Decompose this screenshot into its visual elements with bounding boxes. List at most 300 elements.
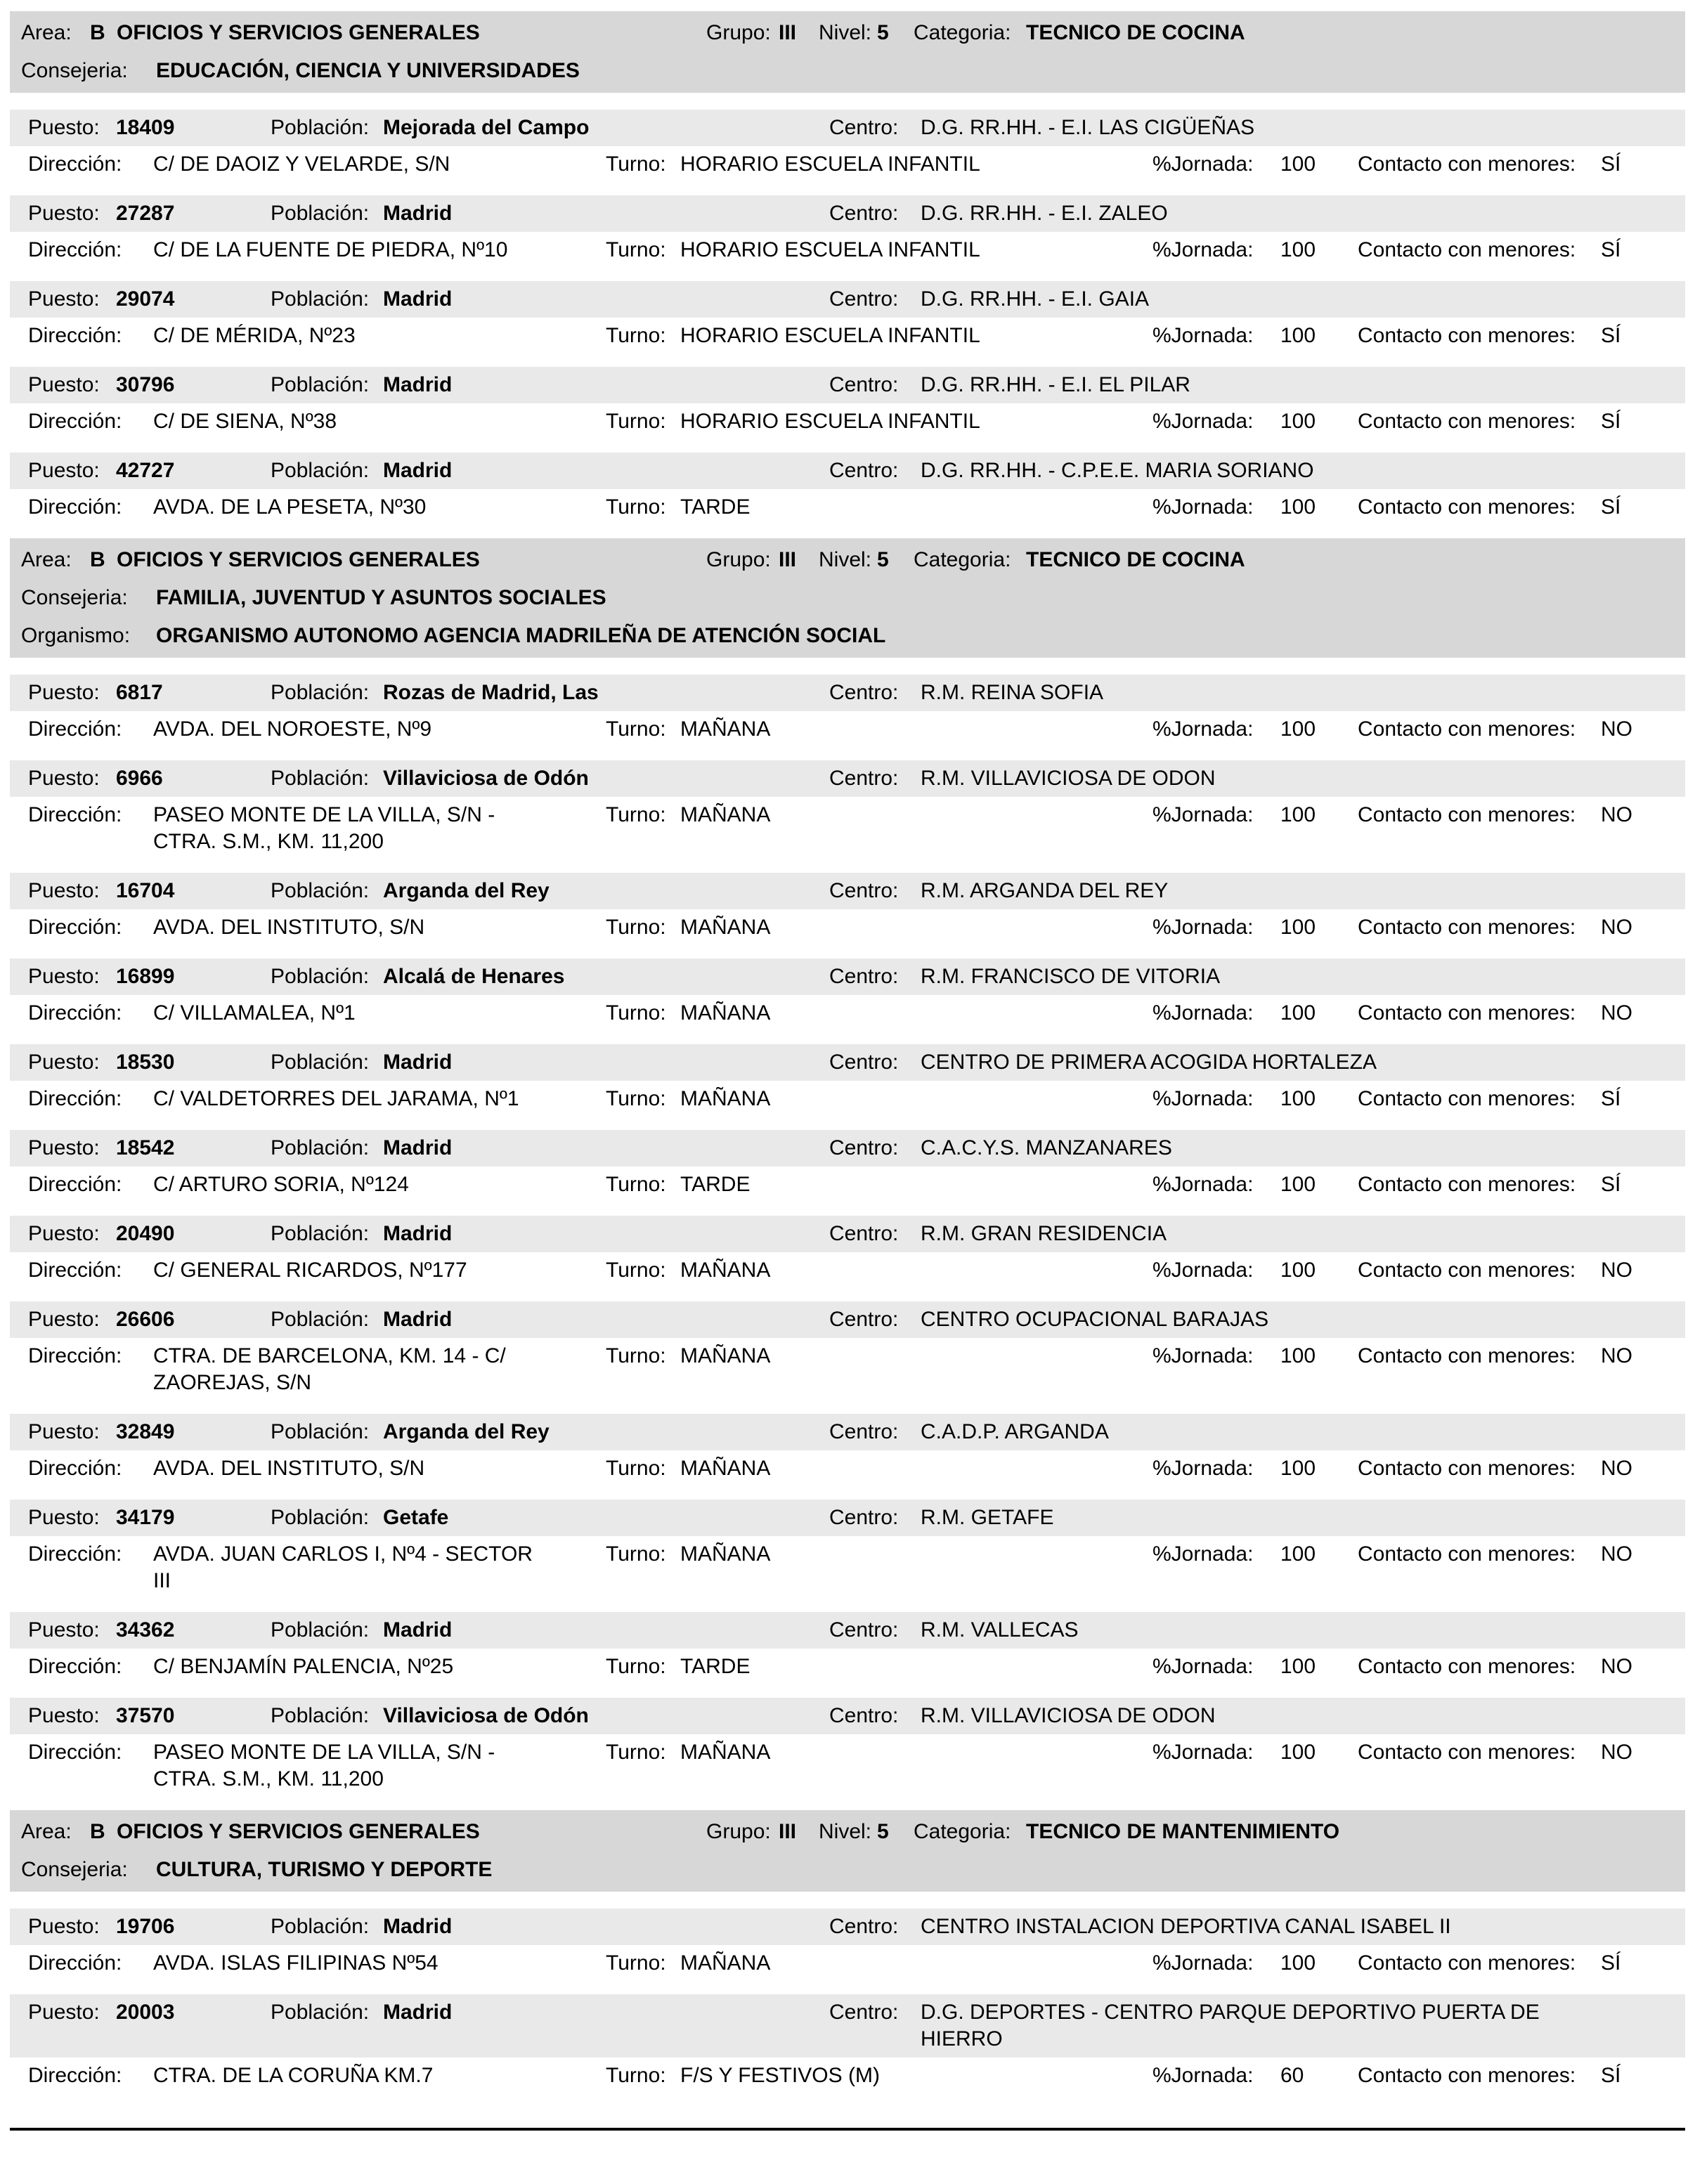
position-detail-row <box>10 1450 1685 1487</box>
poblacion-value: Madrid <box>383 373 453 396</box>
direccion-value: C/ DE SIENA, Nº38 <box>153 410 337 433</box>
direccion-label: Dirección: <box>28 1457 122 1480</box>
poblacion-value: Rozas de Madrid, Las <box>383 681 599 704</box>
puesto-label: Puesto: <box>28 879 100 902</box>
area-line <box>10 541 1685 579</box>
turno-value: MAÑANA <box>680 1259 771 1282</box>
direccion-value: AVDA. DEL INSTITUTO, S/N <box>153 1457 425 1480</box>
consejeria-label: Consejeria: <box>21 59 128 82</box>
centro-value: CENTRO INSTALACION DEPORTIVA CANAL ISABEL II <box>921 1915 1451 1938</box>
poblacion-value: Madrid <box>383 287 453 311</box>
direccion-label: Dirección: <box>28 803 122 826</box>
poblacion-label: Población: <box>271 1051 370 1074</box>
position-detail-row <box>10 146 1685 183</box>
jornada-value: 100 <box>1280 1741 1316 1764</box>
position-detail-row <box>10 489 1685 526</box>
centro-value: R.M. VALLECAS <box>921 1618 1079 1642</box>
jornada-label: %Jornada: <box>1152 1741 1254 1764</box>
contacto-label: Contacto con menores: <box>1358 1344 1576 1367</box>
puesto-label: Puesto: <box>28 681 100 704</box>
section-header <box>10 11 1685 93</box>
jornada-value: 100 <box>1280 1542 1316 1566</box>
position-detail-row <box>10 1338 1685 1401</box>
centro-value: R.M. GRAN RESIDENCIA <box>921 1222 1167 1245</box>
position-entry <box>0 195 1695 268</box>
poblacion-label: Población: <box>271 767 370 790</box>
poblacion-value: Arganda del Rey <box>383 1420 550 1443</box>
contacto-value: NO <box>1601 1542 1632 1566</box>
turno-value: HORARIO ESCUELA INFANTIL <box>680 152 980 176</box>
contacto-value: SÍ <box>1601 495 1621 519</box>
direccion-label: Dirección: <box>28 1655 122 1678</box>
position-entry <box>0 1909 1695 1982</box>
direccion-value: PASEO MONTE DE LA VILLA, S/N - CTRA. S.M., KM. 11,200 <box>153 803 495 853</box>
direccion-value: C/ GENERAL RICARDOS, Nº177 <box>153 1259 467 1282</box>
contacto-label: Contacto con menores: <box>1358 1087 1576 1110</box>
jornada-label: %Jornada: <box>1152 152 1254 176</box>
jornada-value: 100 <box>1280 238 1316 261</box>
contacto-value: NO <box>1601 803 1632 826</box>
area-code: B <box>90 21 105 44</box>
contacto-value: NO <box>1601 717 1632 741</box>
poblacion-label: Población: <box>271 681 370 704</box>
direccion-value: CTRA. DE BARCELONA, KM. 14 - C/ ZAOREJAS, S/N <box>153 1344 506 1394</box>
poblacion-value: Madrid <box>383 1618 453 1642</box>
poblacion-label: Población: <box>271 287 370 311</box>
position-entry <box>0 1414 1695 1487</box>
puesto-number: 20490 <box>116 1222 175 1245</box>
position-detail-row <box>10 995 1685 1032</box>
turno-value: TARDE <box>680 495 751 519</box>
direccion-value: C/ BENJAMÍN PALENCIA, Nº25 <box>153 1655 454 1678</box>
nivel-value: 5 <box>877 1820 889 1843</box>
jornada-label: %Jornada: <box>1152 238 1254 261</box>
position-entry <box>0 1301 1695 1401</box>
position-detail-row <box>10 909 1685 946</box>
jornada-value: 100 <box>1280 152 1316 176</box>
puesto-label: Puesto: <box>28 1618 100 1642</box>
jornada-label: %Jornada: <box>1152 1001 1254 1025</box>
area-code: B <box>90 1820 105 1843</box>
turno-label: Turno: <box>606 1173 666 1196</box>
contacto-label: Contacto con menores: <box>1358 1173 1576 1196</box>
contacto-value: NO <box>1601 916 1632 939</box>
nivel-value: 5 <box>877 548 889 571</box>
puesto-number: 29074 <box>116 287 175 311</box>
poblacion-label: Población: <box>271 2001 370 2024</box>
position-detail-row <box>10 1081 1685 1117</box>
contacto-value: SÍ <box>1601 410 1621 433</box>
poblacion-value: Villaviciosa de Odón <box>383 767 589 790</box>
organismo-label: Organismo: <box>21 624 131 647</box>
puesto-number: 34179 <box>116 1506 175 1529</box>
organismo-value: ORGANISMO AUTONOMO AGENCIA MADRILEÑA DE ATENCIÓN SOCIAL <box>156 624 886 647</box>
position-entry <box>0 1994 1695 2094</box>
centro-value: R.M. FRANCISCO DE VITORIA <box>921 965 1221 988</box>
grupo-label: Grupo: <box>706 1820 771 1843</box>
direccion-label: Dirección: <box>28 916 122 939</box>
jornada-label: %Jornada: <box>1152 1173 1254 1196</box>
jornada-label: %Jornada: <box>1152 803 1254 826</box>
direccion-label: Dirección: <box>28 1344 122 1367</box>
puesto-label: Puesto: <box>28 767 100 790</box>
position-entry <box>0 760 1695 860</box>
jornada-label: %Jornada: <box>1152 495 1254 519</box>
poblacion-value: Getafe <box>383 1506 449 1529</box>
turno-value: F/S Y FESTIVOS (M) <box>680 2064 880 2087</box>
centro-label: Centro: <box>829 879 899 902</box>
turno-value: HORARIO ESCUELA INFANTIL <box>680 238 980 261</box>
position-summary-row <box>10 1994 1685 2058</box>
jornada-label: %Jornada: <box>1152 1542 1254 1566</box>
position-summary-row <box>10 367 1685 403</box>
area-label: Area: <box>21 1820 72 1843</box>
position-entry <box>0 873 1695 946</box>
bottom-divider <box>10 2128 1685 2131</box>
position-entry <box>0 1500 1695 1599</box>
grupo-label: Grupo: <box>706 548 771 571</box>
contacto-label: Contacto con menores: <box>1358 152 1576 176</box>
centro-value: D.G. RR.HH. - C.P.E.E. MARIA SORIANO <box>921 459 1314 482</box>
grupo-value: III <box>779 548 797 571</box>
position-detail-row <box>10 711 1685 748</box>
position-summary-row <box>10 195 1685 232</box>
direccion-value: AVDA. DE LA PESETA, Nº30 <box>153 495 427 519</box>
position-summary-row <box>10 873 1685 909</box>
puesto-number: 18409 <box>116 116 175 139</box>
puesto-number: 26606 <box>116 1308 175 1331</box>
puesto-label: Puesto: <box>28 965 100 988</box>
position-entry <box>0 281 1695 354</box>
centro-label: Centro: <box>829 1136 899 1159</box>
puesto-label: Puesto: <box>28 373 100 396</box>
jornada-value: 100 <box>1280 1087 1316 1110</box>
centro-label: Centro: <box>829 1618 899 1642</box>
jornada-value: 100 <box>1280 1173 1316 1196</box>
jornada-label: %Jornada: <box>1152 1344 1254 1367</box>
puesto-number: 32849 <box>116 1420 175 1443</box>
area-code: B <box>90 548 105 571</box>
direccion-label: Dirección: <box>28 1087 122 1110</box>
grupo-value: III <box>779 1820 797 1843</box>
contacto-label: Contacto con menores: <box>1358 495 1576 519</box>
poblacion-value: Madrid <box>383 459 453 482</box>
poblacion-value: Villaviciosa de Odón <box>383 1704 589 1727</box>
jornada-value: 100 <box>1280 495 1316 519</box>
position-section <box>0 11 1695 526</box>
contacto-value: SÍ <box>1601 1087 1621 1110</box>
nivel-label: Nivel: <box>819 548 872 571</box>
direccion-label: Dirección: <box>28 1741 122 1764</box>
turno-value: MAÑANA <box>680 1344 771 1367</box>
centro-label: Centro: <box>829 1506 899 1529</box>
position-summary-row <box>10 1698 1685 1734</box>
puesto-label: Puesto: <box>28 287 100 311</box>
turno-label: Turno: <box>606 1344 666 1367</box>
contacto-value: SÍ <box>1601 1951 1621 1975</box>
poblacion-value: Mejorada del Campo <box>383 116 590 139</box>
direccion-value: PASEO MONTE DE LA VILLA, S/N - CTRA. S.M., KM. 11,200 <box>153 1741 495 1790</box>
poblacion-label: Población: <box>271 879 370 902</box>
direccion-label: Dirección: <box>28 1259 122 1282</box>
direccion-value: C/ VILLAMALEA, Nº1 <box>153 1001 356 1025</box>
section-rows <box>0 110 1695 526</box>
direccion-value: AVDA. DEL INSTITUTO, S/N <box>153 916 425 939</box>
poblacion-label: Población: <box>271 1222 370 1245</box>
turno-value: TARDE <box>680 1655 751 1678</box>
consejeria-value: EDUCACIÓN, CIENCIA Y UNIVERSIDADES <box>156 59 580 82</box>
position-entry <box>0 958 1695 1032</box>
direccion-label: Dirección: <box>28 1173 122 1196</box>
position-summary-row <box>10 1500 1685 1536</box>
contacto-value: NO <box>1601 1655 1632 1678</box>
puesto-label: Puesto: <box>28 1420 100 1443</box>
puesto-label: Puesto: <box>28 1704 100 1727</box>
direccion-label: Dirección: <box>28 495 122 519</box>
direccion-label: Dirección: <box>28 324 122 347</box>
puesto-number: 6817 <box>116 681 163 704</box>
turno-value: MAÑANA <box>680 916 771 939</box>
position-summary-row <box>10 1612 1685 1649</box>
turno-label: Turno: <box>606 717 666 741</box>
jornada-value: 100 <box>1280 410 1316 433</box>
puesto-label: Puesto: <box>28 116 100 139</box>
direccion-value: C/ DE LA FUENTE DE PIEDRA, Nº10 <box>153 238 508 261</box>
position-entry <box>0 1612 1695 1685</box>
centro-value: R.M. VILLAVICIOSA DE ODON <box>921 767 1216 790</box>
poblacion-label: Población: <box>271 1136 370 1159</box>
jornada-value: 100 <box>1280 717 1316 741</box>
poblacion-label: Población: <box>271 965 370 988</box>
jornada-label: %Jornada: <box>1152 1951 1254 1975</box>
jornada-value: 100 <box>1280 803 1316 826</box>
categoria-value: TECNICO DE COCINA <box>1026 21 1245 44</box>
turno-value: HORARIO ESCUELA INFANTIL <box>680 410 980 433</box>
position-entry <box>0 367 1695 440</box>
puesto-number: 6966 <box>116 767 163 790</box>
position-summary-row <box>10 675 1685 711</box>
position-detail-row <box>10 318 1685 354</box>
turno-label: Turno: <box>606 803 666 826</box>
consejeria-label: Consejeria: <box>21 586 128 609</box>
contacto-value: NO <box>1601 1741 1632 1764</box>
turno-value: MAÑANA <box>680 1087 771 1110</box>
poblacion-label: Población: <box>271 373 370 396</box>
centro-value: R.M. GETAFE <box>921 1506 1054 1529</box>
position-summary-row <box>10 1301 1685 1338</box>
contacto-value: SÍ <box>1601 2064 1621 2087</box>
direccion-label: Dirección: <box>28 717 122 741</box>
direccion-value: AVDA. JUAN CARLOS I, Nº4 - SECTOR III <box>153 1542 533 1592</box>
poblacion-value: Arganda del Rey <box>383 879 550 902</box>
direccion-value: C/ DE MÉRIDA, Nº23 <box>153 324 356 347</box>
poblacion-value: Alcalá de Henares <box>383 965 565 988</box>
centro-label: Centro: <box>829 965 899 988</box>
section-rows <box>0 1909 1695 2094</box>
contacto-value: SÍ <box>1601 1173 1621 1196</box>
turno-label: Turno: <box>606 2064 666 2087</box>
centro-value: C.A.D.P. ARGANDA <box>921 1420 1109 1443</box>
position-summary-row <box>10 453 1685 489</box>
jornada-label: %Jornada: <box>1152 410 1254 433</box>
contacto-label: Contacto con menores: <box>1358 410 1576 433</box>
contacto-label: Contacto con menores: <box>1358 1542 1576 1566</box>
centro-value: D.G. RR.HH. - E.I. LAS CIGÜEÑAS <box>921 116 1255 139</box>
position-entry <box>0 1216 1695 1289</box>
section-header <box>10 538 1685 658</box>
consejeria-value: CULTURA, TURISMO Y DEPORTE <box>156 1858 493 1881</box>
area-name: OFICIOS Y SERVICIOS GENERALES <box>117 548 480 571</box>
jornada-value: 100 <box>1280 1655 1316 1678</box>
puesto-label: Puesto: <box>28 2001 100 2024</box>
jornada-label: %Jornada: <box>1152 1655 1254 1678</box>
poblacion-label: Población: <box>271 1506 370 1529</box>
centro-label: Centro: <box>829 1308 899 1331</box>
poblacion-value: Madrid <box>383 1136 453 1159</box>
turno-value: HORARIO ESCUELA INFANTIL <box>680 324 980 347</box>
categoria-value: TECNICO DE COCINA <box>1026 548 1245 571</box>
turno-label: Turno: <box>606 1542 666 1566</box>
position-summary-row <box>10 1130 1685 1166</box>
turno-label: Turno: <box>606 152 666 176</box>
jornada-value: 100 <box>1280 324 1316 347</box>
direccion-value: AVDA. DEL NOROESTE, Nº9 <box>153 717 432 741</box>
jornada-value: 100 <box>1280 1001 1316 1025</box>
centro-value: D.G. RR.HH. - E.I. EL PILAR <box>921 373 1190 396</box>
position-detail-row <box>10 1166 1685 1203</box>
puesto-label: Puesto: <box>28 1506 100 1529</box>
categoria-label: Categoria: <box>914 548 1011 571</box>
position-summary-row <box>10 958 1685 995</box>
position-entry <box>0 1698 1695 1798</box>
turno-value: MAÑANA <box>680 1951 771 1975</box>
contacto-label: Contacto con menores: <box>1358 2064 1576 2087</box>
puesto-label: Puesto: <box>28 1222 100 1245</box>
area-name: OFICIOS Y SERVICIOS GENERALES <box>117 21 480 44</box>
centro-label: Centro: <box>829 287 899 311</box>
centro-label: Centro: <box>829 1420 899 1443</box>
categoria-label: Categoria: <box>914 21 1011 44</box>
poblacion-label: Población: <box>271 459 370 482</box>
poblacion-label: Población: <box>271 1704 370 1727</box>
centro-label: Centro: <box>829 1222 899 1245</box>
turno-value: MAÑANA <box>680 1542 771 1566</box>
puesto-number: 19706 <box>116 1915 175 1938</box>
turno-value: MAÑANA <box>680 717 771 741</box>
document-body <box>0 11 1695 2094</box>
puesto-number: 27287 <box>116 202 175 225</box>
turno-value: MAÑANA <box>680 1741 771 1764</box>
contacto-value: SÍ <box>1601 238 1621 261</box>
turno-label: Turno: <box>606 916 666 939</box>
jornada-label: %Jornada: <box>1152 1087 1254 1110</box>
contacto-label: Contacto con menores: <box>1358 803 1576 826</box>
centro-label: Centro: <box>829 1704 899 1727</box>
contacto-label: Contacto con menores: <box>1358 1655 1576 1678</box>
position-summary-row <box>10 1044 1685 1081</box>
position-detail-row <box>10 1649 1685 1685</box>
poblacion-value: Madrid <box>383 1222 453 1245</box>
centro-value: C.A.C.Y.S. MANZANARES <box>921 1136 1172 1159</box>
contacto-label: Contacto con menores: <box>1358 1457 1576 1480</box>
section-header <box>10 1810 1685 1892</box>
puesto-number: 16704 <box>116 879 175 902</box>
centro-label: Centro: <box>829 116 899 139</box>
puesto-number: 30796 <box>116 373 175 396</box>
position-detail-row <box>10 2058 1685 2094</box>
puesto-number: 42727 <box>116 459 175 482</box>
position-summary-row <box>10 281 1685 318</box>
position-detail-row <box>10 1734 1685 1798</box>
direccion-value: C/ VALDETORRES DEL JARAMA, Nº1 <box>153 1087 519 1110</box>
area-label: Area: <box>21 548 72 571</box>
direccion-label: Dirección: <box>28 1001 122 1025</box>
jornada-label: %Jornada: <box>1152 717 1254 741</box>
area-line <box>10 14 1685 52</box>
contacto-value: NO <box>1601 1001 1632 1025</box>
position-summary-row <box>10 760 1685 797</box>
position-detail-row <box>10 403 1685 440</box>
position-detail-row <box>10 232 1685 268</box>
centro-label: Centro: <box>829 1915 899 1938</box>
direccion-label: Dirección: <box>28 1951 122 1975</box>
poblacion-label: Población: <box>271 1420 370 1443</box>
puesto-number: 18530 <box>116 1051 175 1074</box>
poblacion-value: Madrid <box>383 202 453 225</box>
centro-label: Centro: <box>829 373 899 396</box>
consejeria-line <box>10 1851 1685 1889</box>
categoria-label: Categoria: <box>914 1820 1011 1843</box>
puesto-label: Puesto: <box>28 1136 100 1159</box>
centro-value: CENTRO DE PRIMERA ACOGIDA HORTALEZA <box>921 1051 1377 1074</box>
contacto-label: Contacto con menores: <box>1358 717 1576 741</box>
centro-label: Centro: <box>829 681 899 704</box>
direccion-label: Dirección: <box>28 410 122 433</box>
nivel-label: Nivel: <box>819 21 872 44</box>
poblacion-label: Población: <box>271 1308 370 1331</box>
puesto-number: 34362 <box>116 1618 175 1642</box>
contacto-value: NO <box>1601 1457 1632 1480</box>
consejeria-value: FAMILIA, JUVENTUD Y ASUNTOS SOCIALES <box>156 586 606 609</box>
turno-label: Turno: <box>606 1655 666 1678</box>
puesto-label: Puesto: <box>28 1915 100 1938</box>
turno-label: Turno: <box>606 410 666 433</box>
poblacion-value: Madrid <box>383 1915 453 1938</box>
nivel-label: Nivel: <box>819 1820 872 1843</box>
turno-label: Turno: <box>606 1741 666 1764</box>
direccion-value: C/ ARTURO SORIA, Nº124 <box>153 1173 409 1196</box>
grupo-value: III <box>779 21 797 44</box>
contacto-value: NO <box>1601 1344 1632 1367</box>
area-line <box>10 1813 1685 1851</box>
contacto-value: SÍ <box>1601 324 1621 347</box>
puesto-label: Puesto: <box>28 1308 100 1331</box>
jornada-value: 60 <box>1280 2064 1304 2087</box>
jornada-label: %Jornada: <box>1152 1259 1254 1282</box>
centro-label: Centro: <box>829 202 899 225</box>
centro-label: Centro: <box>829 767 899 790</box>
direccion-value: C/ DE DAOIZ Y VELARDE, S/N <box>153 152 450 176</box>
jornada-value: 100 <box>1280 916 1316 939</box>
contacto-label: Contacto con menores: <box>1358 1259 1576 1282</box>
turno-value: MAÑANA <box>680 1001 771 1025</box>
centro-label: Centro: <box>829 1051 899 1074</box>
centro-value: CENTRO OCUPACIONAL BARAJAS <box>921 1308 1269 1331</box>
position-detail-row <box>10 1252 1685 1289</box>
jornada-label: %Jornada: <box>1152 324 1254 347</box>
poblacion-value: Madrid <box>383 2001 453 2024</box>
categoria-value: TECNICO DE MANTENIMIENTO <box>1026 1820 1340 1843</box>
